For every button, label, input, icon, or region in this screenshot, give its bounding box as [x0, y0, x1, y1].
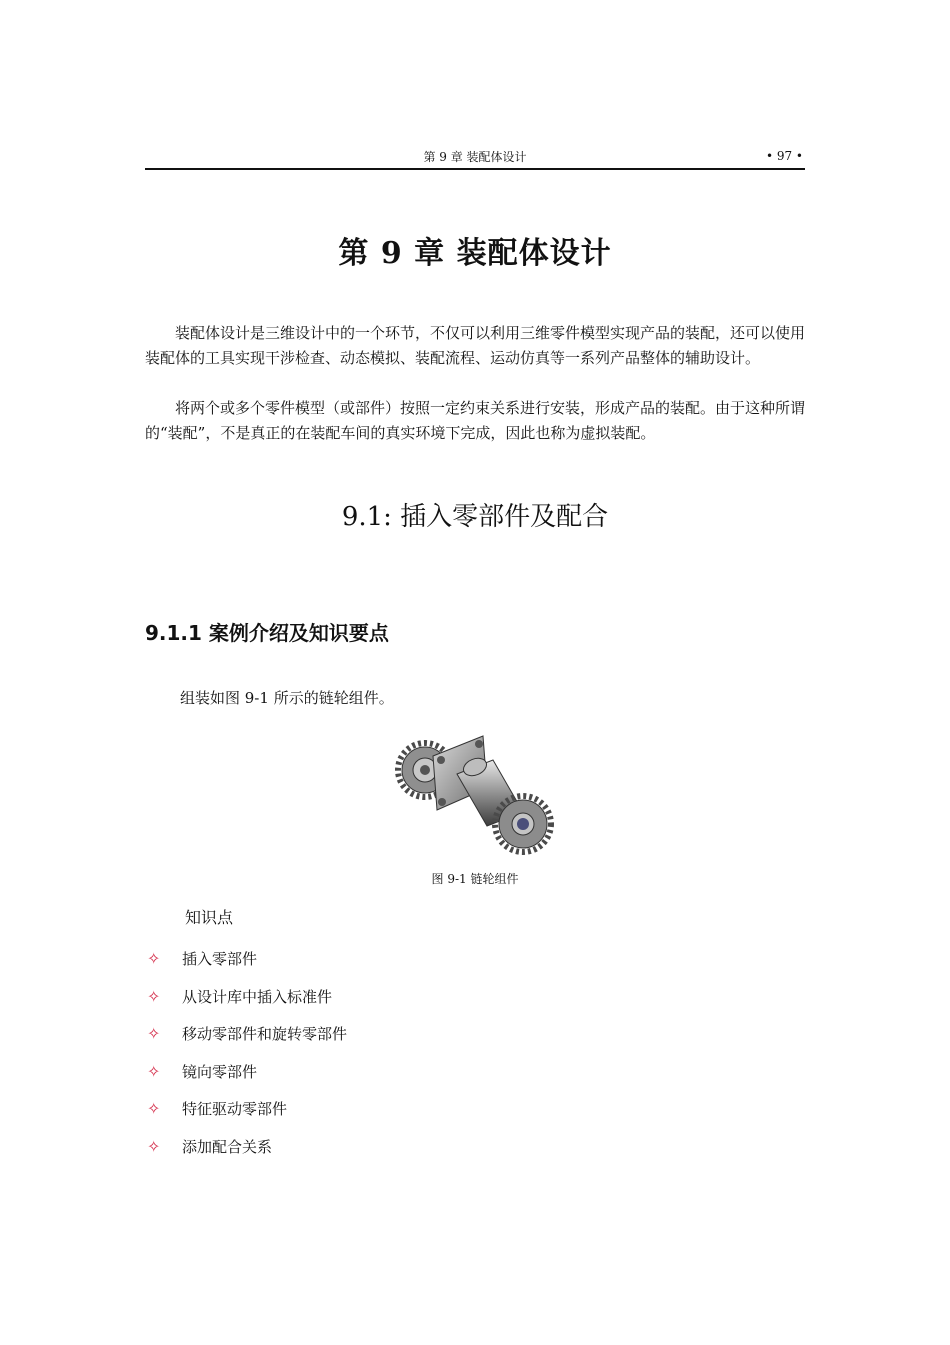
subsection-title: 9.1.1 案例介绍及知识要点 — [145, 621, 389, 645]
list-item-text: 从设计库中插入标准件 — [182, 987, 333, 1006]
list-item-text: 特征驱动零部件 — [182, 1100, 288, 1119]
intro-text-1: 装配体设计是三维设计中的一个环节，不仅可以利用三维零件模型实现产品的装配，还可以使用装配体的工具实现干涉检查、动态模拟、装配流程、运动仿真等一系列产品整体的辅助设计。 — [145, 324, 806, 367]
case-intro: 组装如图 9-1 所示的链轮组件。 — [180, 689, 394, 707]
knowledge-points-label: 知识点 — [185, 908, 234, 927]
list-item-text: 移动零部件和旋转零部件 — [182, 1025, 348, 1044]
intro-text-2: 将两个或多个零件模型（或部件）按照一定约束关系进行安装，形成产品的装配。由于这种所谓的“装配”，不是真正的在装配车间的真实环境下完成，因此也称为虚拟装配。 — [145, 399, 806, 442]
list-item-text: 添加配合关系 — [182, 1137, 273, 1156]
list-item — [145, 1053, 347, 1091]
list-item-text: 插入零部件 — [182, 950, 258, 969]
list-item — [145, 1090, 347, 1128]
intro-paragraph-1 — [145, 321, 805, 371]
right-sprocket — [495, 796, 551, 852]
page-number: • 97 • — [765, 149, 803, 163]
four-point-star-icon: ✧ — [147, 949, 161, 969]
intro-paragraph-2 — [145, 396, 805, 446]
knowledge-points-list — [145, 940, 347, 1165]
four-point-star-icon: ✧ — [147, 1061, 161, 1081]
list-item — [145, 978, 347, 1016]
running-header — [145, 148, 805, 168]
list-item — [145, 1015, 347, 1053]
header-rule — [145, 168, 805, 170]
chapter-title: 第 9 章 装配体设计 — [338, 236, 612, 271]
running-title: 第 9 章 装配体设计 — [423, 150, 527, 164]
list-item — [145, 1128, 347, 1166]
four-point-star-icon: ✧ — [147, 1099, 161, 1119]
sprocket-assembly-figure — [395, 728, 560, 858]
four-point-star-icon: ✧ — [147, 986, 161, 1006]
section-title: 9.1: 插入零部件及配合 — [341, 502, 609, 532]
four-point-star-icon: ✧ — [147, 1024, 161, 1044]
sprocket-assembly-illustration — [395, 728, 560, 858]
figure-caption: 图 9-1 链轮组件 — [431, 872, 519, 886]
four-point-star-icon: ✧ — [147, 1136, 161, 1156]
list-item-text: 镜向零部件 — [182, 1062, 258, 1081]
list-item — [145, 940, 347, 978]
